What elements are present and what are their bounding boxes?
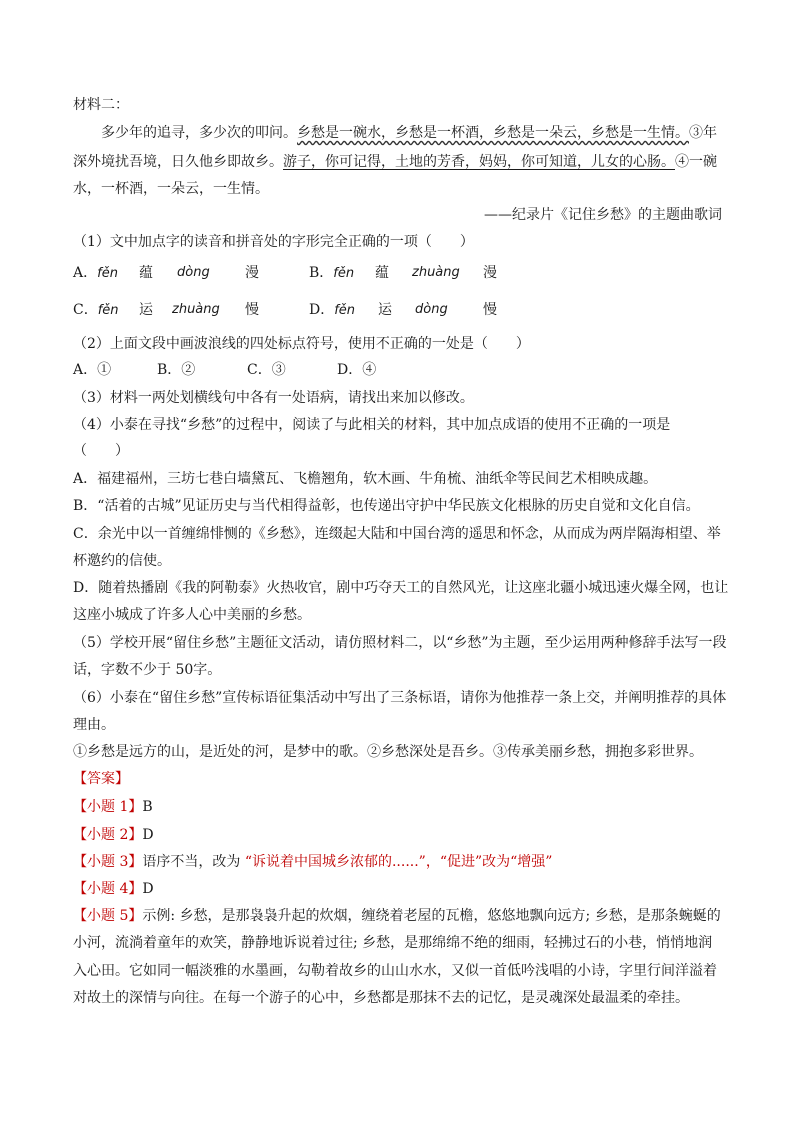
passage-text: 深外境扰吾境，日久他乡即故乡。 bbox=[73, 154, 283, 170]
answer-value: B bbox=[142, 799, 153, 815]
q1-a-pinyin2: dòng bbox=[177, 265, 210, 280]
passage-line-2 bbox=[73, 153, 723, 171]
q4-blank: （ ） bbox=[73, 443, 129, 459]
answer-5-line2: 小河，流淌着童年的欢笑，静静地诉说着过往; 乡愁，是那绵绵不绝的细雨，轻拂过石的小巷，悄悄地润 bbox=[73, 935, 713, 951]
q4-option-d-line1: D．随着热播剧《我的阿勒泰》火热收官，剧中巧夺天工的自然风光，让这座北疆小城迅速火爆全网，也让 bbox=[73, 580, 729, 596]
q1-a-char2: 漫 bbox=[245, 265, 259, 281]
answer-value: 语序不当，改为 bbox=[142, 854, 241, 870]
pinyin: fěn bbox=[97, 303, 119, 318]
answer-header: 【答案】 bbox=[73, 771, 129, 787]
passage-line-3: 水，一杯酒，一朵云，一生情。 bbox=[73, 181, 269, 197]
answer-1 bbox=[73, 798, 723, 816]
q4-stem: （4）小泰在寻找“乡愁”的过程中，阅读了与此相关的材料，其中加点成语的使用不正确的一项是 bbox=[73, 417, 671, 433]
q6-stem-line1: （6）小泰在“留住乡愁”宣传标语征集活动中写出了三条标语，请你为他推荐一条上交，并阐明推荐的具体 bbox=[73, 690, 727, 706]
q1-d-pinyin2: dòng bbox=[415, 302, 448, 317]
q1-a-char1: 蕴 bbox=[139, 265, 153, 281]
q2-option-b: B．② bbox=[157, 362, 196, 378]
wavy-underlined-text: 乡愁是一碗水，乡愁是一杯酒，乡愁是一朵云，乡愁是一生情。 bbox=[297, 125, 689, 141]
material-label: 材料二： bbox=[73, 97, 129, 113]
q2-option-a: A．① bbox=[73, 362, 112, 378]
q2-option-c: C．③ bbox=[247, 362, 286, 378]
q5-stem-line2: 话，字数不少于 50字。 bbox=[73, 662, 222, 678]
answer-4 bbox=[73, 880, 723, 898]
answer-value: 示例: 乡愁，是那袅袅升起的炊烟，缠绕着老屋的瓦檐，悠悠地飘向远方; 乡愁，是那条蜿蜒的 bbox=[142, 908, 721, 924]
pinyin: fěn bbox=[97, 266, 118, 281]
pinyin: fěn bbox=[333, 266, 355, 281]
q1-b-char1: 蕴 bbox=[375, 265, 389, 281]
q1-d-char2: 慢 bbox=[483, 302, 497, 318]
underlined-text: 游子，你可记得，土地的芳香，妈妈，你可知道，儿女的心肠。 bbox=[283, 154, 675, 170]
q1-option-a bbox=[73, 264, 118, 283]
pinyin: fěn bbox=[334, 303, 356, 318]
q1-b-char2: 漫 bbox=[483, 265, 497, 281]
q6-slogans: ①乡愁是远方的山，是近处的河，是梦中的歌。②乡愁深处是吾乡。③传承美丽乡愁，拥抱多彩世界。 bbox=[73, 744, 703, 760]
q1-c-pinyin2: zhuàng bbox=[172, 302, 220, 317]
answer-value: D bbox=[142, 827, 154, 843]
q1-d-char1: 运 bbox=[378, 302, 392, 318]
q2-option-d: D．④ bbox=[337, 362, 377, 378]
q1-stem: （1）文中加点字的读音和拼音处的字形完全正确的一项（ ） bbox=[73, 234, 474, 250]
answer-tag: 【小题 5】 bbox=[73, 908, 143, 924]
answer-correction: “诉说着中国城乡浓郁的......”，“促进”改为“增强” bbox=[244, 854, 553, 870]
passage-text: 多少年的追寻，多少次的叩问。 bbox=[101, 125, 297, 141]
option-label: A． bbox=[73, 265, 98, 281]
passage-marker: ④一碗 bbox=[675, 154, 717, 170]
option-label: C． bbox=[73, 302, 98, 318]
q4-option-c-line2: 杯邀约的信使。 bbox=[73, 553, 171, 569]
answer-value: D bbox=[142, 881, 154, 897]
q1-c-char1: 运 bbox=[139, 302, 153, 318]
q4-option-c-line1: C．余光中以一首缠绵悱恻的《乡愁》，连缀起大陆和中国台湾的遥思和怀念，从而成为两岸隔海相望、举 bbox=[73, 526, 721, 542]
passage-marker: ③年 bbox=[689, 125, 717, 141]
q1-option-b bbox=[309, 264, 354, 283]
q4-option-a: A．福建福州，三坊七巷白墙黛瓦、飞檐翘角，软木画、牛角梳、油纸伞等民间艺术相映成趣。 bbox=[73, 471, 658, 487]
answer-2 bbox=[73, 826, 723, 844]
q4-option-b: B．“活着的古城”见证历史与当代相得益彰，也传递出守护中华民族文化根脉的历史自觉和文化自信。 bbox=[73, 498, 700, 514]
answer-tag: 【小题 2】 bbox=[73, 827, 143, 843]
q6-stem-line2: 理由。 bbox=[73, 717, 115, 733]
answer-5-line1 bbox=[73, 907, 723, 925]
passage-source: ——纪录片《记住乡愁》的主题曲歌词 bbox=[484, 207, 722, 223]
answer-tag: 【小题 1】 bbox=[73, 799, 143, 815]
option-label: D． bbox=[309, 302, 335, 318]
q1-option-d bbox=[309, 301, 355, 320]
answer-tag: 【小题 3】 bbox=[73, 854, 143, 870]
answer-5-line4: 对故土的深情与向往。在每一个游子的心中，乡愁都是那抹不去的记忆，是灵魂深处最温柔的牵挂。 bbox=[73, 990, 689, 1006]
q1-c-char2: 慢 bbox=[245, 302, 259, 318]
option-label: B． bbox=[309, 265, 334, 281]
q1-b-pinyin2: zhuàng bbox=[412, 265, 460, 280]
passage-line-1 bbox=[101, 124, 723, 142]
q2-stem: （2）上面文段中画波浪线的四处标点符号，使用不正确的一处是（ ） bbox=[73, 336, 530, 352]
answer-3 bbox=[73, 853, 723, 871]
answer-5-line3: 入心田。它如同一幅淡雅的水墨画，勾勒着故乡的山山水水，又似一首低吟浅唱的小诗，字里行间洋溢着 bbox=[73, 963, 717, 979]
q5-stem-line1: （5）学校开展“留住乡愁”主题征文活动，请仿照材料二，以“乡愁”为主题，至少运用两种修辞手法写一段 bbox=[73, 635, 727, 651]
q3-stem: （3）材料一两处划横线句中各有一处语病，请找出来加以修改。 bbox=[73, 390, 474, 406]
q4-option-d-line2: 这座小城成了许多人心中美丽的乡愁。 bbox=[73, 607, 311, 623]
q1-option-c bbox=[73, 301, 119, 320]
answer-tag: 【小题 4】 bbox=[73, 881, 143, 897]
